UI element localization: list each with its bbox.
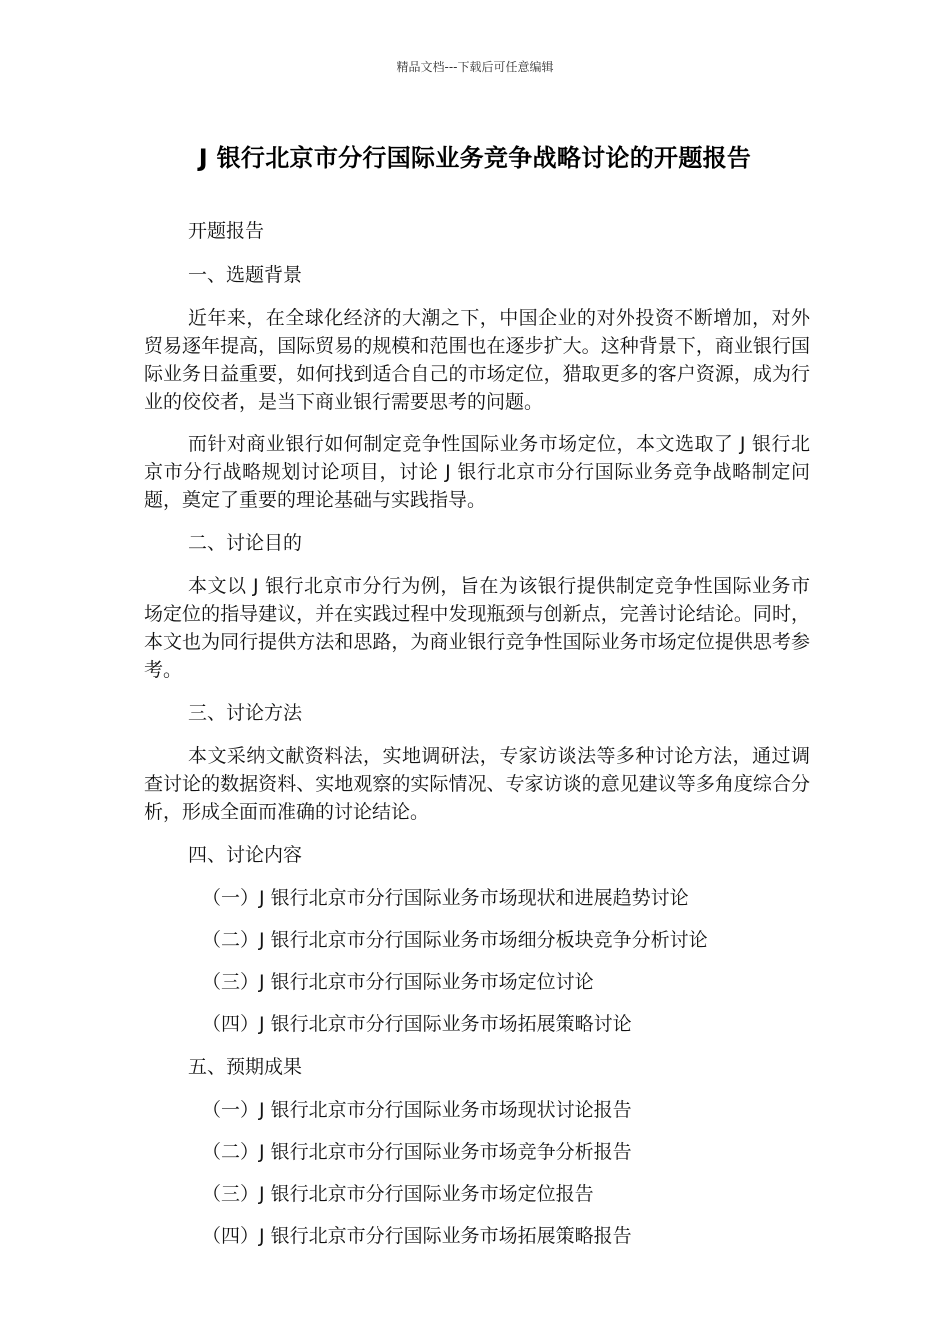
document-body <box>144 216 810 1264</box>
list-item: （一）J 银行北京市分行国际业务市场现状和进展趋势讨论 <box>202 887 689 909</box>
list-item: （四）J 银行北京市分行国际业务市场拓展策略报告 <box>202 1225 632 1247</box>
section-heading-content: 四、讨论内容 <box>188 844 303 866</box>
section-heading-outcomes: 五、预期成果 <box>188 1056 303 1078</box>
paragraph: 近年来，在全球化经济的大潮之下，中国企业的对外投资不断增加，对外贸易逐年提高，国际贸易的规模和范围也在逐步扩大。这种背景下，商业银行国际业务日益重要，如何找到适合自己的市场定位，猎取更多的客户资源，成为行业的佼佼者，是当下商业银行需要思考的问题。 <box>144 307 810 413</box>
list-item: （三）J 银行北京市分行国际业务市场定位讨论 <box>202 971 594 993</box>
document-title: J 银行北京市分行国际业务竞争战略讨论的开题报告 <box>198 144 752 172</box>
section-heading-purpose: 二、讨论目的 <box>188 532 303 554</box>
report-label: 开题报告 <box>188 220 265 242</box>
list-item: （一）J 银行北京市分行国际业务市场现状讨论报告 <box>202 1099 632 1121</box>
list-item: （二）J 银行北京市分行国际业务市场细分板块竞争分析讨论 <box>202 929 708 951</box>
section-heading-background: 一、选题背景 <box>188 264 303 286</box>
section-heading-methods: 三、讨论方法 <box>188 702 303 724</box>
header-watermark: 精品文档---下载后可任意编辑 <box>396 60 554 74</box>
paragraph: 本文以 J 银行北京市分行为例，旨在为该银行提供制定竞争性国际业务市场定位的指导建议，并在实践过程中发现瓶颈与创新点，完善讨论结论。同时，本文也为同行提供方法和思路，为商业银行竞争性国际业务市场定位提供思考参考。 <box>144 575 810 681</box>
paragraph: 本文采纳文献资料法，实地调研法，专家访谈法等多种讨论方法，通过调查讨论的数据资料、实地观察的实际情况、专家访谈的意见建议等多角度综合分析，形成全面而准确的讨论结论。 <box>144 745 810 823</box>
list-item: （四）J 银行北京市分行国际业务市场拓展策略讨论 <box>202 1013 632 1035</box>
list-item: （二）J 银行北京市分行国际业务市场竞争分析报告 <box>202 1141 632 1163</box>
list-item: （三）J 银行北京市分行国际业务市场定位报告 <box>202 1183 594 1205</box>
paragraph: 而针对商业银行如何制定竞争性国际业务市场定位，本文选取了 J 银行北京市分行战略规划讨论项目，讨论 J 银行北京市分行国际业务竞争战略制定问题，奠定了重要的理论基础与实践指导。 <box>144 433 810 511</box>
